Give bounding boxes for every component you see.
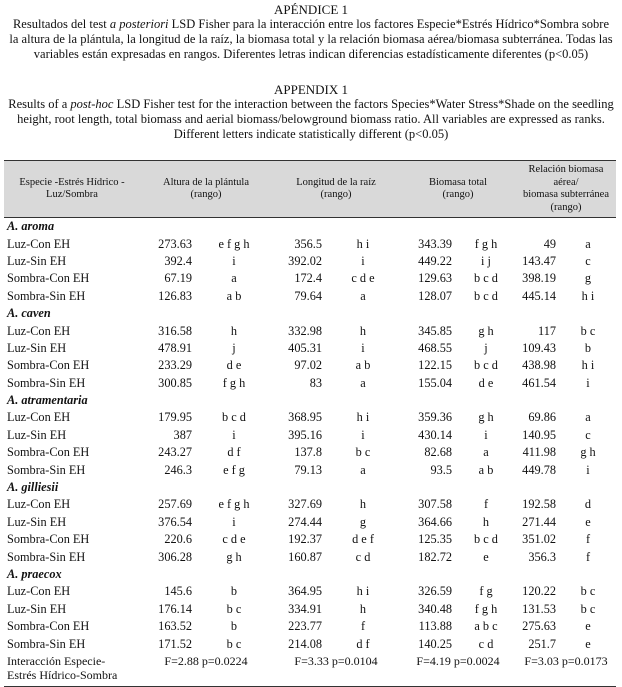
significance-letters: i j xyxy=(481,253,491,268)
significance-letters: d f xyxy=(227,445,241,460)
significance-letters: a xyxy=(483,445,489,460)
rank-value: 113.88 xyxy=(418,619,452,634)
significance-letters: a b xyxy=(478,462,494,477)
significance-letters: a xyxy=(360,462,366,477)
rank-value: 49 xyxy=(543,236,556,251)
significance-letters: j xyxy=(232,340,236,355)
significance-letters: b c d xyxy=(474,532,498,547)
rank-value: 364.66 xyxy=(418,514,452,529)
rank-value: 405.31 xyxy=(288,340,322,355)
rank-value: 332.98 xyxy=(288,323,322,338)
caption-spanish-heading: APÉNDICE 1 xyxy=(273,2,349,17)
treatment-label: Luz-Con EH xyxy=(7,584,71,599)
rank-value: 109.43 xyxy=(522,340,556,355)
significance-letters: f g h xyxy=(222,375,246,390)
rank-value: 69.86 xyxy=(528,410,556,425)
significance-letters: g xyxy=(359,514,367,529)
results-table xyxy=(4,160,616,687)
caption-english-line-2: height, root length, total biomass and aerial biomass/belowground biomass ratio. All variables are expressed as ranks. xyxy=(17,112,605,126)
species-row xyxy=(4,566,616,583)
significance-letters: i xyxy=(586,462,590,477)
rank-value: 176.14 xyxy=(158,601,192,616)
rank-value: 438.98 xyxy=(522,358,556,373)
significance-letters: i xyxy=(361,340,365,355)
rank-value: 233.29 xyxy=(158,358,192,373)
rank-value: 243.27 xyxy=(158,445,192,460)
rank-value: 179.95 xyxy=(158,410,192,425)
rank-value: 97.02 xyxy=(294,358,322,373)
table-row xyxy=(4,340,616,357)
table-row xyxy=(4,635,616,652)
interaction-stats-row xyxy=(4,653,616,687)
column-header-seedling-height: Altura de la plántula (rango) xyxy=(162,176,249,200)
table-row xyxy=(4,235,616,252)
rank-value: 461.54 xyxy=(522,375,556,390)
significance-letters: b c d xyxy=(474,358,498,373)
significance-letters: h xyxy=(482,514,490,529)
significance-letters: j xyxy=(484,340,488,355)
significance-letters: c d xyxy=(478,636,494,651)
significance-letters: i xyxy=(232,514,236,529)
significance-letters: e xyxy=(585,636,591,651)
caption-english-line-3: Different letters indicate statistically different (p<0.05) xyxy=(173,127,449,141)
rank-value: 182.72 xyxy=(418,549,452,564)
significance-letters: f xyxy=(585,549,591,564)
caption-spanish-line-2: la altura de la plántula, la longitud de la raíz, la biomasa total y la relación biomasa aérea/biomasa subterránea. Todas las xyxy=(9,32,613,46)
rank-value: 468.55 xyxy=(418,340,452,355)
significance-letters: f g xyxy=(479,584,493,599)
interaction-stat-biomass: F=4.19 p=0.0024 xyxy=(416,653,500,668)
rank-value: 125.35 xyxy=(418,532,452,547)
significance-letters: e xyxy=(483,549,489,564)
significance-letters: b c d xyxy=(222,410,246,425)
rank-value: 430.14 xyxy=(418,427,452,442)
rank-value: 364.95 xyxy=(288,584,322,599)
caption-emphasis: a posteriori xyxy=(109,17,169,31)
rank-value: 128.07 xyxy=(418,288,452,303)
significance-letters: c d e xyxy=(351,271,375,286)
significance-letters: a xyxy=(231,271,237,286)
significance-letters: b c xyxy=(355,445,371,460)
treatment-label: Sombra-Con EH xyxy=(7,445,90,460)
rank-value: 192.58 xyxy=(522,497,556,512)
significance-letters: b c xyxy=(580,601,596,616)
treatment-label: Sombra-Sin EH xyxy=(7,636,86,651)
rank-value: 449.22 xyxy=(418,253,452,268)
caption-text: Resultados del test xyxy=(12,17,110,31)
treatment-label: Luz-Con EH xyxy=(7,323,71,338)
treatment-label: Sombra-Con EH xyxy=(7,532,90,547)
rank-value: 392.02 xyxy=(288,253,322,268)
rank-value: 316.58 xyxy=(158,323,192,338)
significance-letters: d e f xyxy=(352,532,374,547)
rank-value: 359.36 xyxy=(418,410,452,425)
rank-value: 143.47 xyxy=(522,253,556,268)
table-row xyxy=(4,618,616,635)
rank-value: 343.39 xyxy=(418,236,452,251)
rank-value: 140.95 xyxy=(522,427,556,442)
rank-value: 340.48 xyxy=(418,601,452,616)
column-header-treatment: Especie -Estrés Hídrico - Luz/Sombra xyxy=(19,176,125,200)
treatment-label: Sombra-Sin EH xyxy=(7,375,86,390)
rank-value: 376.54 xyxy=(158,514,192,529)
significance-letters: d f xyxy=(356,636,370,651)
rank-value: 307.58 xyxy=(418,497,452,512)
rank-value: 67.19 xyxy=(164,271,192,286)
rank-value: 122.15 xyxy=(418,358,452,373)
species-name: A. caven xyxy=(7,306,51,321)
caption-emphasis: post-hoc xyxy=(70,97,114,111)
rank-value: 79.64 xyxy=(294,288,322,303)
rank-value: 214.08 xyxy=(288,636,322,651)
table-row xyxy=(4,548,616,565)
rank-value: 160.87 xyxy=(288,549,322,564)
significance-letters: c xyxy=(585,253,591,268)
significance-letters: g h xyxy=(580,445,596,460)
significance-letters: b c xyxy=(226,636,242,651)
significance-letters: f xyxy=(585,532,591,547)
treatment-label: Luz-Sin EH xyxy=(7,340,67,355)
rank-value: 163.52 xyxy=(158,619,192,634)
significance-letters: h xyxy=(359,323,367,338)
caption-spanish-line-3: variables están expresadas en rangos. Diferentes letras indican diferencias estadísticamente diferentes (p<0.05) xyxy=(33,47,589,61)
table-row xyxy=(4,270,616,287)
rank-value: 392.4 xyxy=(164,253,192,268)
species-row xyxy=(4,218,616,236)
rank-value: 345.85 xyxy=(418,323,452,338)
table-row xyxy=(4,427,616,444)
significance-letters: c xyxy=(585,427,591,442)
treatment-label: Luz-Con EH xyxy=(7,236,71,251)
treatment-label: Sombra-Sin EH xyxy=(7,288,86,303)
significance-letters: a xyxy=(360,288,366,303)
species-name: A. atramentaria xyxy=(7,393,88,408)
significance-letters: h i xyxy=(356,584,370,599)
caption-english-heading: APPENDIX 1 xyxy=(273,82,349,97)
rank-value: 131.53 xyxy=(522,601,556,616)
species-name: A. aroma xyxy=(7,219,55,234)
rank-value: 251.7 xyxy=(528,636,556,651)
caption-english xyxy=(6,82,616,142)
significance-letters: f g h xyxy=(474,236,498,251)
treatment-label: Sombra-Sin EH xyxy=(7,549,86,564)
table-row xyxy=(4,253,616,270)
significance-letters: b c xyxy=(580,323,596,338)
rank-value: 356.5 xyxy=(294,236,322,251)
table-row xyxy=(4,531,616,548)
rank-value: 145.6 xyxy=(164,584,192,599)
significance-letters: h i xyxy=(356,236,370,251)
rank-value: 172.4 xyxy=(294,271,322,286)
species-name: A. gilliesii xyxy=(7,480,59,495)
rank-value: 368.95 xyxy=(288,410,322,425)
rank-value: 387 xyxy=(173,427,192,442)
rank-value: 356.3 xyxy=(528,549,556,564)
significance-letters: d e xyxy=(226,358,242,373)
significance-letters: c d xyxy=(355,549,371,564)
caption-text: Results of a xyxy=(8,97,71,111)
column-header-root-length: Longitud de la raíz (rango) xyxy=(296,176,376,200)
significance-letters: a b xyxy=(355,358,371,373)
significance-letters: f xyxy=(483,497,489,512)
significance-letters: i xyxy=(361,253,365,268)
significance-letters: a xyxy=(585,410,591,425)
significance-letters: b c d xyxy=(474,288,498,303)
table-row xyxy=(4,357,616,374)
significance-letters: h i xyxy=(581,288,595,303)
significance-letters: g xyxy=(584,271,592,286)
significance-letters: b c d xyxy=(474,271,498,286)
species-row xyxy=(4,392,616,409)
significance-letters: h xyxy=(359,497,367,512)
treatment-label: Sombra-Con EH xyxy=(7,271,90,286)
rank-value: 137.8 xyxy=(294,445,322,460)
rank-value: 246.3 xyxy=(164,462,192,477)
caption-text: LSD Fisher para la interacción entre los factores Especie*Estrés Hídrico*Sombra sobre xyxy=(168,17,610,31)
significance-letters: g h xyxy=(226,549,242,564)
rank-value: 411.98 xyxy=(522,445,556,460)
significance-letters: a xyxy=(585,236,591,251)
rank-value: 126.83 xyxy=(158,288,192,303)
caption-spanish xyxy=(6,2,616,62)
significance-letters: a b c xyxy=(474,619,498,634)
rank-value: 395.16 xyxy=(288,427,322,442)
significance-letters: e f g h xyxy=(218,236,250,251)
significance-letters: i xyxy=(232,253,236,268)
significance-letters: g h xyxy=(478,323,494,338)
significance-letters: h xyxy=(230,323,238,338)
table-row xyxy=(4,322,616,339)
table-row xyxy=(4,375,616,392)
species-row xyxy=(4,305,616,322)
treatment-label: Luz-Sin EH xyxy=(7,427,67,442)
rank-value: 82.68 xyxy=(424,445,452,460)
significance-letters: a b xyxy=(226,288,242,303)
significance-letters: e f g xyxy=(223,462,245,477)
significance-letters: e xyxy=(585,514,591,529)
table-row xyxy=(4,583,616,600)
treatment-label: Luz-Sin EH xyxy=(7,601,67,616)
significance-letters: f g h xyxy=(474,601,498,616)
interaction-label: Interacción Especie- Estrés Hídrico-Sombra xyxy=(7,653,118,683)
caption-spanish-line-1 xyxy=(6,17,616,32)
rank-value: 327.69 xyxy=(288,497,322,512)
treatment-label: Sombra-Sin EH xyxy=(7,462,86,477)
significance-letters: b c xyxy=(226,601,242,616)
significance-letters: b xyxy=(584,340,592,355)
rank-value: 223.77 xyxy=(288,619,322,634)
rank-value: 83 xyxy=(309,375,322,390)
treatment-label: Sombra-Con EH xyxy=(7,619,90,634)
column-header-biomass-ratio: Relación biomasa aérea/ biomasa subterránea (rango) xyxy=(522,164,609,213)
treatment-label: Luz-Con EH xyxy=(7,410,71,425)
rank-value: 120.22 xyxy=(522,584,556,599)
rank-value: 273.63 xyxy=(158,236,192,251)
table-row xyxy=(4,514,616,531)
significance-letters: h i xyxy=(581,358,595,373)
rank-value: 140.25 xyxy=(418,636,452,651)
rank-value: 478.91 xyxy=(158,340,192,355)
table-row xyxy=(4,409,616,426)
species-row xyxy=(4,479,616,496)
significance-letters: e xyxy=(585,619,591,634)
treatment-label: Sombra-Con EH xyxy=(7,358,90,373)
rank-value: 155.04 xyxy=(418,375,452,390)
table-body xyxy=(4,218,616,687)
significance-letters: g h xyxy=(478,410,494,425)
significance-letters: i xyxy=(361,427,365,442)
rank-value: 275.63 xyxy=(522,619,556,634)
significance-letters: h xyxy=(359,601,367,616)
rank-value: 171.52 xyxy=(158,636,192,651)
significance-letters: c d e xyxy=(222,532,246,547)
table-row xyxy=(4,461,616,478)
rank-value: 300.85 xyxy=(158,375,192,390)
rank-value: 326.59 xyxy=(418,584,452,599)
table-row xyxy=(4,496,616,513)
table-header-row xyxy=(4,161,616,218)
significance-letters: h i xyxy=(356,410,370,425)
rank-value: 445.14 xyxy=(522,288,556,303)
significance-letters: d e xyxy=(478,375,494,390)
rank-value: 129.63 xyxy=(418,271,452,286)
significance-letters: i xyxy=(586,375,590,390)
significance-letters: i xyxy=(484,427,488,442)
significance-letters: a xyxy=(360,375,366,390)
rank-value: 192.37 xyxy=(288,532,322,547)
significance-letters: b c xyxy=(580,584,596,599)
rank-value: 271.44 xyxy=(522,514,556,529)
significance-letters: e f g h xyxy=(218,497,250,512)
treatment-label: Luz-Sin EH xyxy=(7,514,67,529)
rank-value: 257.69 xyxy=(158,497,192,512)
column-header-total-biomass: Biomasa total (rango) xyxy=(428,176,488,200)
interaction-stat-height: F=2.88 p=0.0224 xyxy=(164,653,248,668)
rank-value: 449.78 xyxy=(522,462,556,477)
rank-value: 93.5 xyxy=(430,462,452,477)
significance-letters: b xyxy=(230,584,238,599)
significance-letters: f xyxy=(360,619,366,634)
rank-value: 220.6 xyxy=(164,532,192,547)
rank-value: 351.02 xyxy=(522,532,556,547)
table-row xyxy=(4,288,616,305)
significance-letters: i xyxy=(232,427,236,442)
table-row xyxy=(4,444,616,461)
rank-value: 398.19 xyxy=(522,271,556,286)
treatment-label: Luz-Con EH xyxy=(7,497,71,512)
species-name: A. praecox xyxy=(7,567,62,581)
significance-letters: b xyxy=(230,619,238,634)
rank-value: 274.44 xyxy=(288,514,322,529)
significance-letters: d xyxy=(584,497,592,512)
caption-text: LSD Fisher test for the interaction between the factors Species*Water Stress*Shade on the seedling xyxy=(113,97,614,111)
rank-value: 117 xyxy=(538,323,556,338)
rank-value: 334.91 xyxy=(288,601,322,616)
interaction-stat-ratio: F=3.03 p=0.0173 xyxy=(524,653,608,668)
treatment-label: Luz-Sin EH xyxy=(7,253,67,268)
caption-english-line-1 xyxy=(6,97,616,112)
rank-value: 79.13 xyxy=(294,462,322,477)
rank-value: 306.28 xyxy=(158,549,192,564)
interaction-stat-root: F=3.33 p=0.0104 xyxy=(294,653,378,668)
table-row xyxy=(4,601,616,618)
